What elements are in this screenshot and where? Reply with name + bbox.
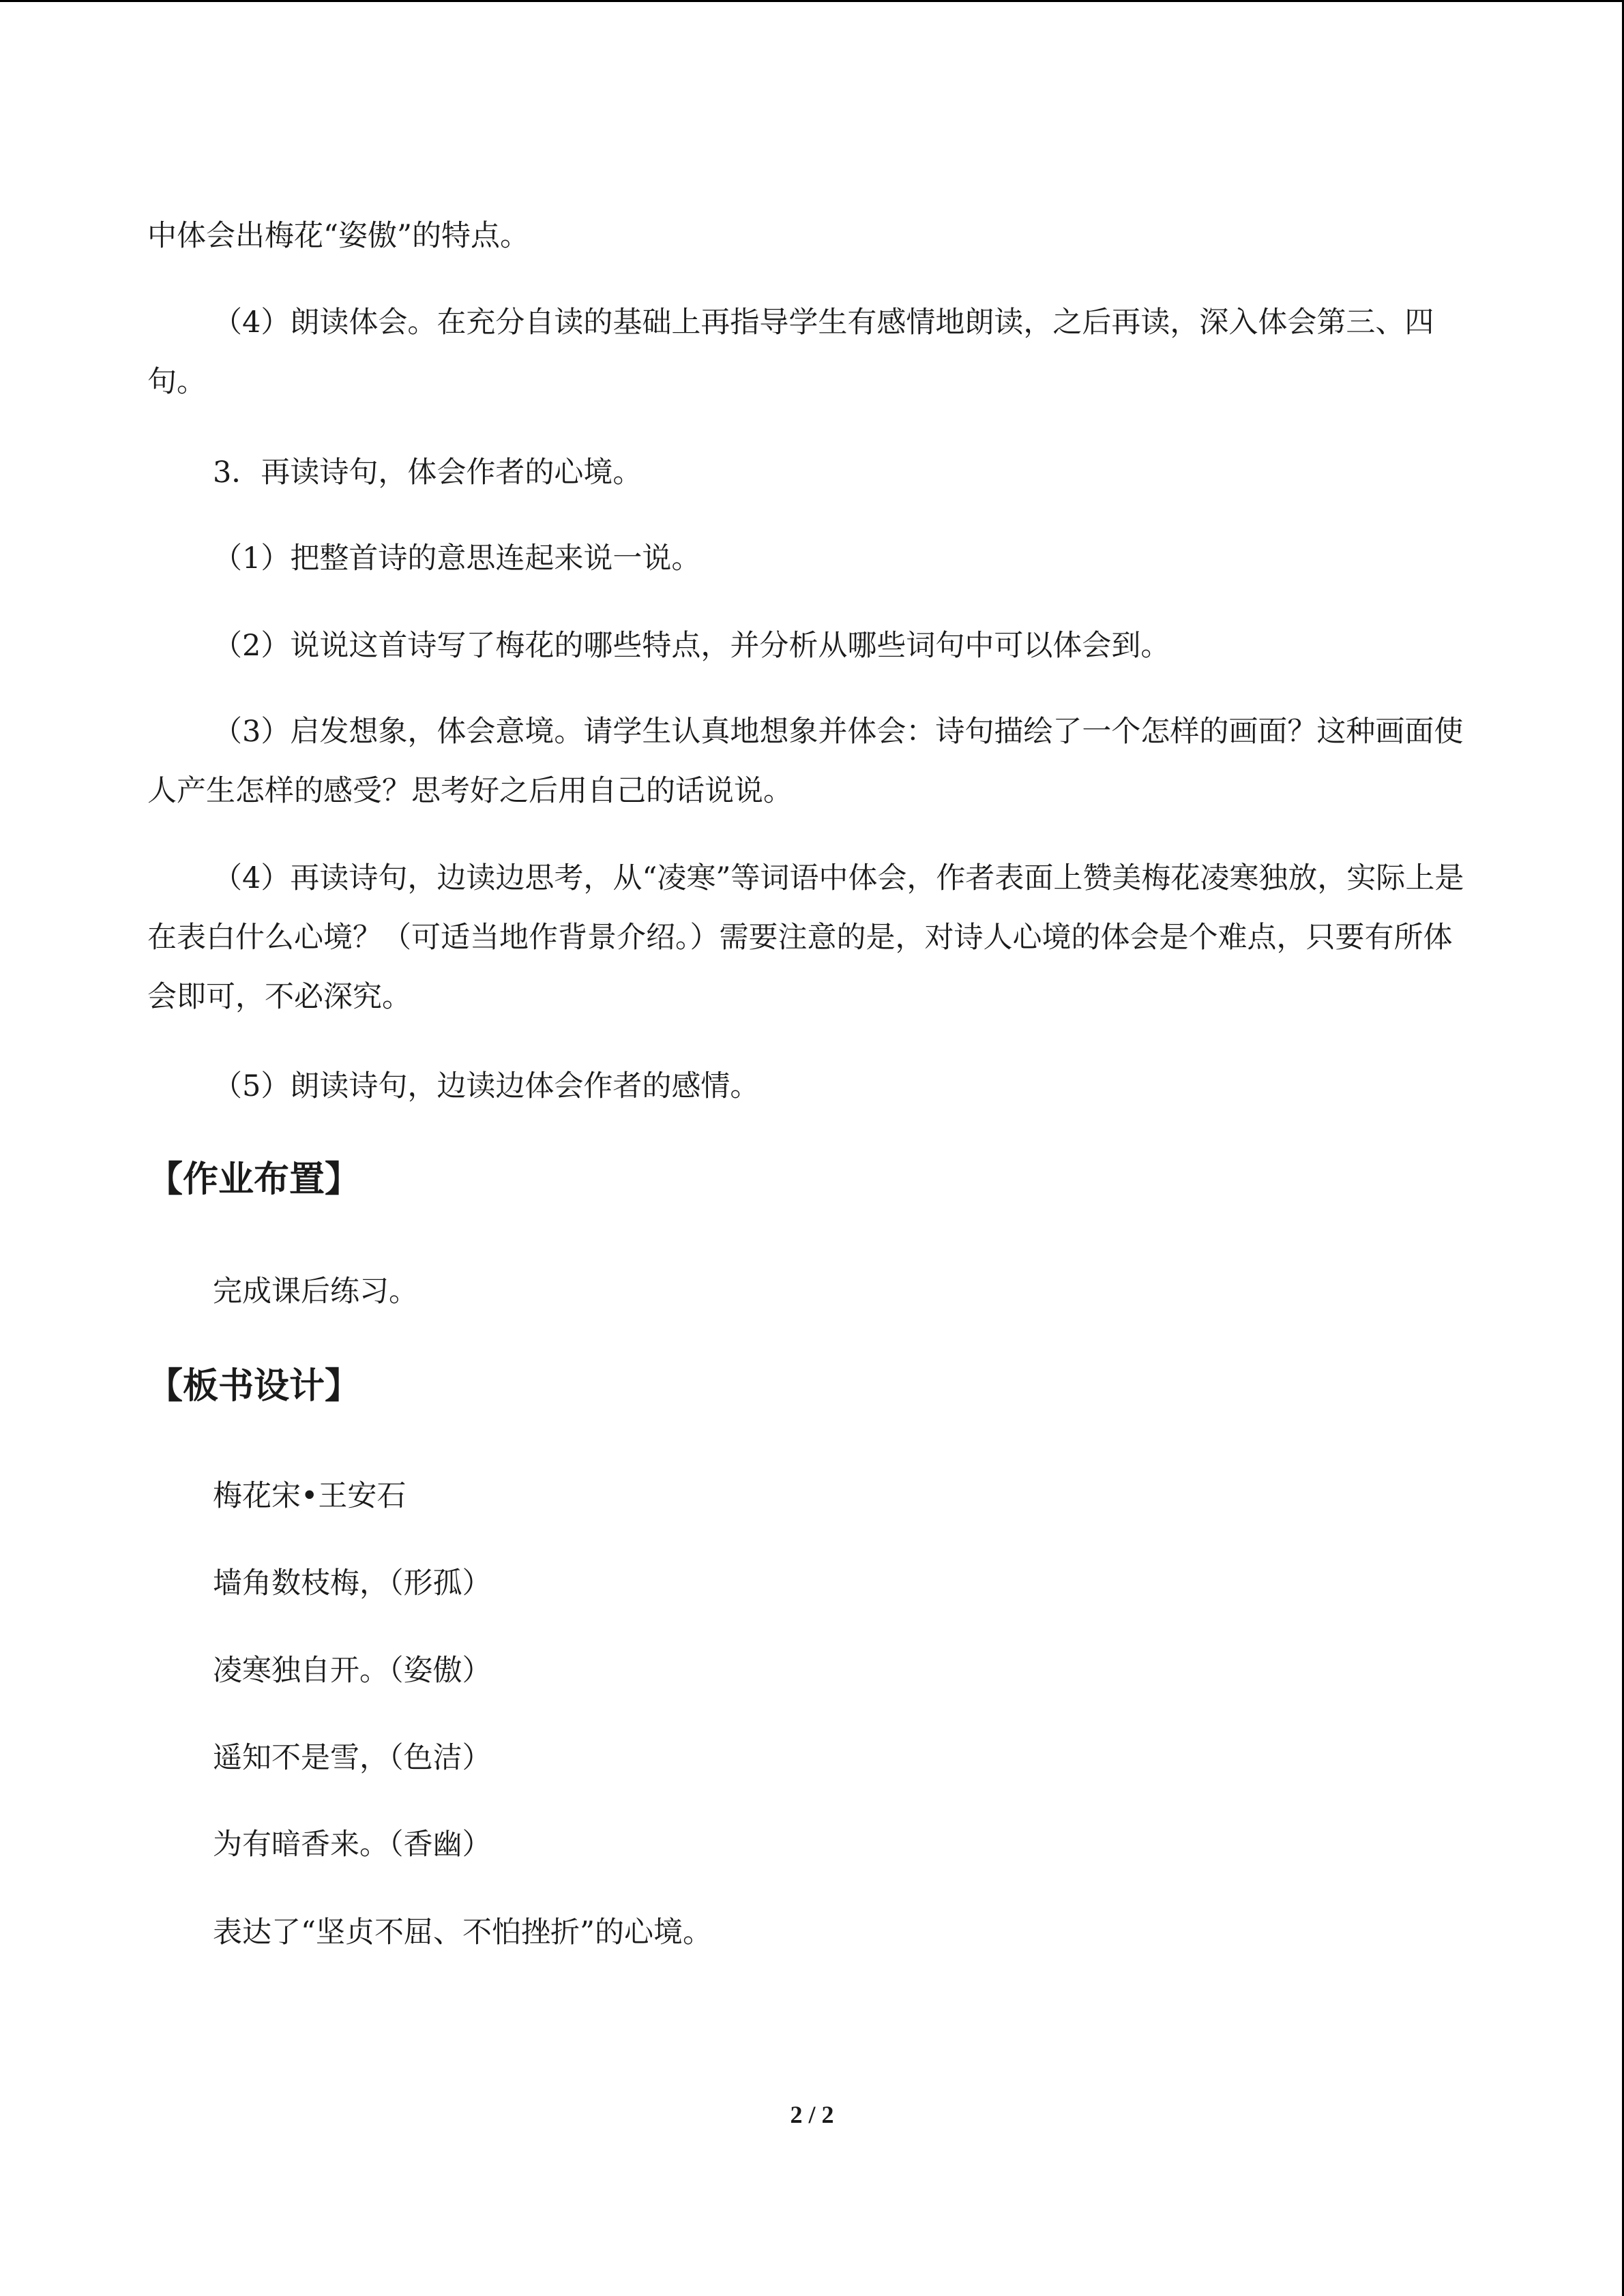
paragraph-step-3-4: （4）再读诗句，边读边思考，从“凌寒”等词语中体会，作者表面上赞美梅花凌寒独放，实际上是在表白什么心境？（可适当地作背景介绍。）需要注意的是，对诗人心境的体会是个难点，只要有所体会即可，不必深究。 [147,861,1464,1014]
board-line-1: 墙角数枝梅，（形孤） [213,1566,492,1600]
page-number: 2 / 2 [790,2101,834,2128]
board-line-3: 遥知不是雪，（色洁） [213,1741,492,1775]
homework-text: 完成课后练习。 [213,1274,418,1309]
paragraph-step-2-4: （4）朗读体会。在充分自读的基础上再指导学生有感情地朗读，之后再读，深入体会第三、四句。 [147,305,1434,399]
paragraph-step-3-2: （2）说说这首诗写了梅花的哪些特点，并分析从哪些词句中可以体会到。 [213,629,1170,663]
homework-heading: 【作业布置】 [147,1159,361,1200]
board-line-summary: 表达了“坚贞不屈、不怕挫折”的心境。 [213,1915,712,1950]
paragraph-step-3-3: （3）启发想象，体会意境。请学生认真地想象并体会：诗句描绘了一个怎样的画面？这种画面使人产生怎样的感受？思考好之后用自己的话说说。 [147,715,1464,808]
paragraph-continuation: 中体会出梅花“姿傲”的特点。 [147,219,529,253]
board-line-4: 为有暗香来。（香幽） [213,1828,492,1862]
paragraph-step-3: 3．再读诗句，体会作者的心境。 [213,456,643,490]
paragraph-step-3-5: （5）朗读诗句，边读边体会作者的感情。 [213,1069,760,1103]
board-line-2: 凌寒独自开。（姿傲） [213,1654,492,1688]
board-line-title: 梅花宋•王安石 [213,1479,407,1513]
board-design-heading: 【板书设计】 [147,1366,361,1407]
paragraph-step-3-1: （1）把整首诗的意思连起来说一说。 [213,541,701,576]
